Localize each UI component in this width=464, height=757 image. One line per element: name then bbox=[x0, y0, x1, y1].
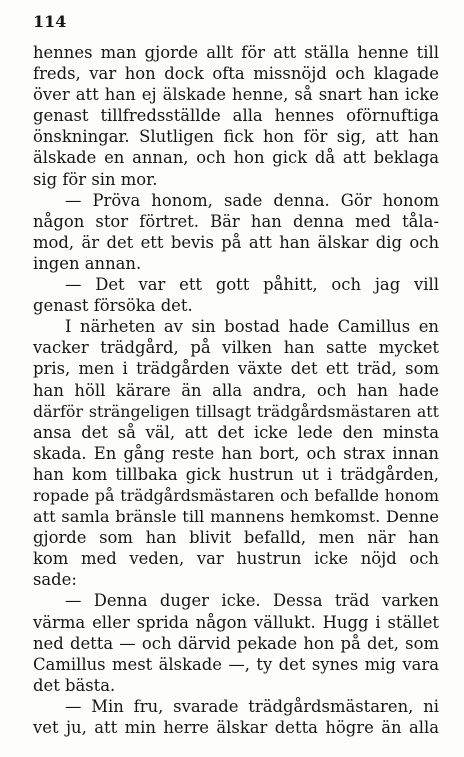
text-line: vacker trädgård, på vilken han satte mycket bbox=[33, 338, 439, 358]
text-line: att samla bränsle till mannens hemkomst. Denne bbox=[33, 507, 439, 527]
text-line: skada. En gång reste han bort, och strax innan bbox=[33, 443, 439, 463]
text-line: gjorde som han blivit befalld, men när han bbox=[33, 528, 439, 548]
text-line: därför strängeligen tillsagt trädgårdsmästaren att bbox=[33, 401, 439, 421]
text-line: — Denna duger icke. Dessa träd varken bbox=[65, 591, 439, 611]
text-line: — Pröva honom, sade denna. Gör honom bbox=[65, 190, 439, 210]
text-line: I närheten av sin bostad hade Camillus en bbox=[65, 317, 439, 337]
text-line: pris, men i trädgården växte det ett träd, som bbox=[33, 359, 439, 379]
text-line: Camillus mest älskade —, ty det synes mig vara bbox=[33, 654, 439, 674]
text-line: värma eller sprida någon vällukt. Hugg i stället bbox=[33, 612, 439, 632]
text-line: hennes man gjorde allt för att ställa henne till bbox=[33, 43, 439, 62]
text-line: mod, är det ett bevis på att han älskar dig och bbox=[33, 232, 439, 252]
text-line: sade: bbox=[33, 570, 77, 590]
text-line: kom med veden, var hustrun icke nöjd och bbox=[33, 549, 439, 569]
text-line: — Det var ett gott påhitt, och jag vill bbox=[65, 275, 439, 295]
text-line: genast tillfredsställde alla hennes oförnuftiga bbox=[33, 106, 439, 126]
text-line: han kom tillbaka gick hustrun ut i trädgården, bbox=[33, 464, 439, 484]
text-line: sig för sin mor. bbox=[33, 169, 158, 189]
text-line: över att han ej älskade henne, så snart han icke bbox=[33, 85, 439, 105]
text-line: det bästa. bbox=[33, 675, 116, 695]
text-line: freds, var hon dock ofta missnöjd och klagade bbox=[33, 64, 439, 84]
text-line: ned detta — och därvid pekade hon på det, som bbox=[33, 633, 439, 653]
text-line: vet ju, att min herre älskar detta högre än alla bbox=[33, 718, 439, 737]
text-line: — Min fru, svarade trädgårdsmästaren, ni bbox=[65, 696, 439, 716]
text-line: ropade på trädgårdsmästaren och befallde honom bbox=[33, 485, 439, 505]
text-line: älskade en annan, och hon gick då att beklaga bbox=[33, 148, 439, 168]
page-number: 114 bbox=[33, 12, 67, 31]
text-line: genast försöka det. bbox=[33, 296, 193, 316]
text-line: ingen annan. bbox=[33, 253, 142, 273]
text-line: någon stor förtret. Bär han denna med tåla- bbox=[33, 211, 439, 231]
text-line: han höll kärare än alla andra, och han hade bbox=[33, 380, 439, 400]
text-line: önskningar. Slutligen fick hon för sig, att han bbox=[33, 127, 439, 147]
body-text bbox=[33, 42, 439, 738]
text-line: ansa det så väl, att det icke lede den minsta bbox=[33, 422, 439, 442]
